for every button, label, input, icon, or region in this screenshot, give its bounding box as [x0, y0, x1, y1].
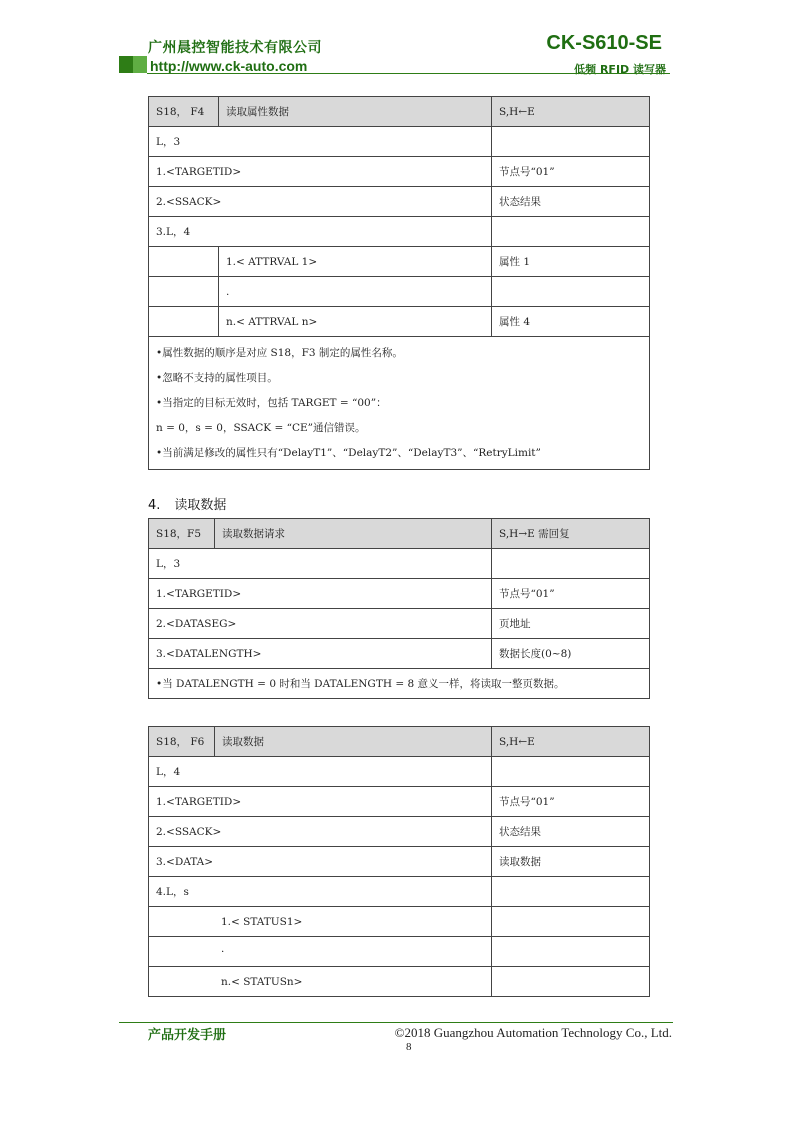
indent-spacer: [149, 247, 219, 277]
desc-cell: 属性 4: [492, 307, 650, 337]
footer-copyright: ©2018 Guangzhou Automation Technology Co., Ltd.: [394, 1025, 672, 1040]
table-s18-f5: [148, 518, 650, 699]
footer-manual-title: 产品开发手册: [148, 1028, 227, 1043]
message-code: S18， F4: [149, 97, 219, 127]
item-cell: 1.< STATUS1>: [149, 907, 492, 937]
desc-cell: 状态结果: [492, 187, 650, 217]
indent-spacer: [149, 277, 219, 307]
table-row: [149, 817, 650, 847]
table-row: [149, 847, 650, 877]
item-cell: 3.<DATA>: [149, 847, 492, 877]
header-logo-block-dark: [119, 56, 133, 73]
section-number: 4.: [148, 498, 161, 513]
table-row: [149, 157, 650, 187]
table-header-row: [149, 727, 650, 757]
table-s18-f6: [148, 726, 650, 997]
product-subtitle: 低频 RFID 读写器: [574, 63, 666, 76]
item-cell: 3.L，4: [149, 217, 492, 247]
item-cell: 1.<TARGETID>: [149, 579, 492, 609]
desc-cell: 页地址: [492, 609, 650, 639]
table-row: [149, 247, 650, 277]
item-cell: 4.L，s: [149, 877, 492, 907]
message-direction: S,H→E 需回复: [492, 519, 650, 549]
item-cell: 2.<SSACK>: [149, 817, 492, 847]
table-row: [149, 579, 650, 609]
item-cell: L，3: [149, 127, 492, 157]
section-heading: [148, 494, 226, 513]
table-row: [149, 277, 650, 307]
message-name: 读取属性数据: [219, 97, 492, 127]
message-code: S18，F5: [149, 519, 215, 549]
message-direction: S,H←E: [492, 97, 650, 127]
table-row: [149, 127, 650, 157]
desc-cell: 数据长度(0~8): [492, 639, 650, 669]
footer-divider: [119, 1022, 673, 1023]
item-cell: .: [219, 277, 492, 307]
note-line: •当前满足修改的属性只有“DelayT1”、“DelayT2”、“DelayT3”、“RetryLimit”: [156, 447, 541, 459]
table-row: [149, 787, 650, 817]
item-cell: 1.<TARGETID>: [149, 787, 492, 817]
table-row: [149, 877, 650, 907]
desc-cell: [492, 217, 650, 247]
table-row: [149, 217, 650, 247]
table-row: [149, 187, 650, 217]
desc-cell: 节点号“01”: [492, 157, 650, 187]
desc-cell: [492, 757, 650, 787]
note-line: •属性数据的顺序是对应 S18，F3 制定的属性名称。: [156, 347, 403, 359]
indent-spacer: [149, 307, 219, 337]
desc-cell: 属性 1: [492, 247, 650, 277]
message-code: S18， F6: [149, 727, 215, 757]
item-cell: 3.<DATALENGTH>: [149, 639, 492, 669]
desc-cell: [492, 907, 650, 937]
table-row: [149, 907, 650, 937]
table-s18-f4: [148, 96, 650, 470]
note-line: •忽略不支持的属性项目。: [156, 372, 278, 384]
header-divider: [147, 73, 670, 74]
desc-cell: [492, 937, 650, 967]
header-logo-block-light: [133, 56, 147, 73]
item-cell: L，3: [149, 549, 492, 579]
item-cell: ·: [149, 937, 492, 967]
message-name: 读取数据: [215, 727, 492, 757]
notes-row: [149, 669, 650, 699]
company-url[interactable]: http://www.ck-auto.com: [150, 58, 308, 74]
section-title: 读取数据: [174, 498, 227, 513]
table-row: [149, 757, 650, 787]
item-cell: 2.<SSACK>: [149, 187, 492, 217]
note-line: •当指定的目标无效时，包括 TARGET = “00”：: [156, 397, 387, 409]
note-line: n = 0，s = 0，SSACK = “CE”通信错误。: [156, 422, 366, 434]
desc-cell: [492, 877, 650, 907]
item-cell: n.< STATUSn>: [149, 967, 492, 997]
notes-row: [149, 337, 650, 470]
desc-cell: [492, 967, 650, 997]
desc-cell: 节点号“01”: [492, 787, 650, 817]
product-model: CK-S610-SE: [546, 32, 662, 54]
desc-cell: [492, 277, 650, 307]
table-header-row: [149, 97, 650, 127]
item-cell: 1.< ATTRVAL 1>: [219, 247, 492, 277]
desc-cell: 读取数据: [492, 847, 650, 877]
desc-cell: 节点号“01”: [492, 579, 650, 609]
notes-cell: [149, 337, 650, 470]
item-cell: L，4: [149, 757, 492, 787]
desc-cell: [492, 549, 650, 579]
company-name: 广州晨控智能技术有限公司: [148, 40, 322, 56]
message-name: 读取数据请求: [215, 519, 492, 549]
item-cell: 1.<TARGETID>: [149, 157, 492, 187]
item-cell: n.< ATTRVAL n>: [219, 307, 492, 337]
note-cell: •当 DATALENGTH = 0 时和当 DATALENGTH = 8 意义一样，将读取一整页数据。: [149, 669, 650, 699]
table-row: [149, 609, 650, 639]
item-cell: 2.<DATASEG>: [149, 609, 492, 639]
page-number: 8: [406, 1041, 412, 1053]
table-row: [149, 549, 650, 579]
table-row: [149, 639, 650, 669]
desc-cell: [492, 127, 650, 157]
desc-cell: 状态结果: [492, 817, 650, 847]
message-direction: S,H←E: [492, 727, 650, 757]
table-row: [149, 307, 650, 337]
table-row: [149, 937, 650, 967]
table-row: [149, 967, 650, 997]
table-header-row: [149, 519, 650, 549]
